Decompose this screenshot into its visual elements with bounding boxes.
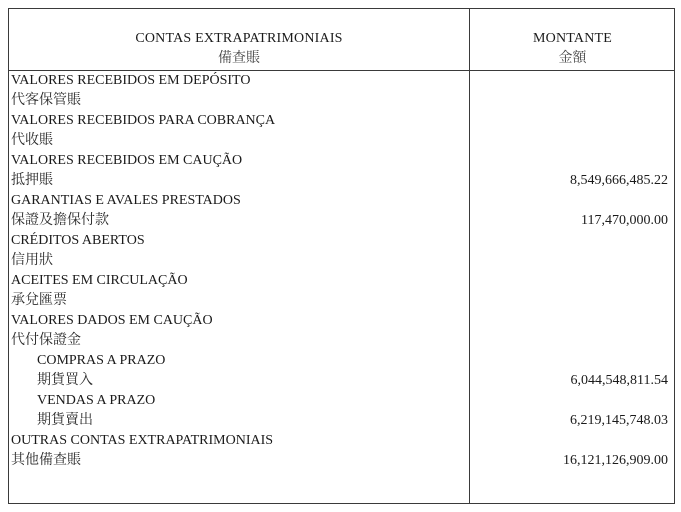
- row-label: 代客保管賬: [11, 93, 81, 108]
- row-label: VALORES RECEBIDOS EM DEPÓSITO: [11, 73, 251, 88]
- table-row: [9, 91, 674, 111]
- row-label: CRÉDITOS ABERTOS: [11, 233, 145, 248]
- accounts-column-header: [9, 29, 469, 69]
- table-row: [9, 211, 674, 231]
- table-row: [9, 451, 674, 471]
- table-row: [9, 411, 674, 431]
- row-label: VALORES RECEBIDOS PARA COBRANÇA: [11, 113, 276, 128]
- table-body: [9, 71, 674, 471]
- row-label: OUTRAS CONTAS EXTRAPATRIMONIAIS: [11, 433, 274, 448]
- table-row: [9, 71, 674, 91]
- row-amount: 16,121,126,909.00: [563, 453, 668, 468]
- table-row: [9, 431, 674, 451]
- row-amount: 8,549,666,485.22: [570, 173, 668, 188]
- table-row: [9, 191, 674, 211]
- row-label: VALORES RECEBIDOS EM CAUÇÃO: [11, 153, 243, 168]
- row-amount: 117,470,000.00: [581, 213, 668, 228]
- amount-column-header: [470, 29, 675, 69]
- row-amount: 6,219,145,748.03: [570, 413, 668, 428]
- row-label: COMPRAS A PRAZO: [37, 353, 166, 368]
- table-row: [9, 231, 674, 251]
- row-label: 代付保證金: [11, 333, 81, 348]
- table-row: [9, 251, 674, 271]
- table-row: [9, 331, 674, 351]
- row-label: GARANTIAS E AVALES PRESTADOS: [11, 193, 241, 208]
- amount-header-pt: MONTANTE: [532, 31, 613, 46]
- table-row: [9, 391, 674, 411]
- row-label: ACEITES EM CIRCULAÇÃO: [11, 273, 188, 288]
- table-row: [9, 291, 674, 311]
- table-row: [9, 111, 674, 131]
- row-label: 期貨買入: [37, 373, 93, 388]
- row-label: VENDAS A PRAZO: [37, 393, 156, 408]
- row-label: 保證及擔保付款: [11, 213, 109, 228]
- table-row: [9, 171, 674, 191]
- row-label: 承兌匯票: [11, 293, 67, 308]
- row-label: 其他備查賬: [11, 453, 81, 468]
- row-label: VALORES DADOS EM CAUÇÃO: [11, 313, 213, 328]
- accounts-header-zh: 備查賬: [218, 51, 260, 66]
- table-row: [9, 351, 674, 371]
- row-label: 抵押賬: [11, 173, 53, 188]
- row-label: 代收賬: [11, 133, 53, 148]
- amount-header-zh: 金額: [558, 51, 587, 66]
- row-label: 信用狀: [11, 253, 53, 268]
- table-row: [9, 131, 674, 151]
- table-row: [9, 151, 674, 171]
- accounts-header-pt: CONTAS EXTRAPATRIMONIAIS: [135, 31, 343, 46]
- table-row: [9, 271, 674, 291]
- table-row: [9, 311, 674, 331]
- row-label: 期貨賣出: [37, 413, 93, 428]
- row-amount: 6,044,548,811.54: [570, 373, 668, 388]
- table-row: [9, 371, 674, 391]
- off-balance-sheet-table: [8, 8, 675, 504]
